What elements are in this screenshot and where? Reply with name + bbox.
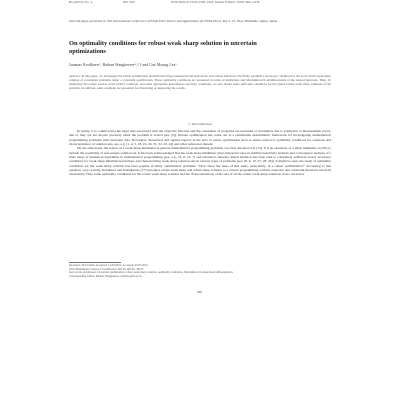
paragraph: On the other-hand, the notion of a weak sharp minimizer in general mathematical programming problems was first introduced in [13]. It is an extension of a sharp minimizer in [25] to include the possibility of non-unique solution set. It has been acknowledged that the weak sharp minimizer plays important roles in stability/sensitivity analysis and convergence analysis of a wide range of numerical algorithms in mathematical programming (see, e.g., [8, 6, 16, 7] and references therein). Much attention has been paid to completely sufficient and/or necessary conditions for weak sharp minimizers/solutions and characterizing weak sharp solution sets in various types of problems (see, [8, 9, 10, 27, 28, 26]). It might be seen, the study of optimality conditions for the weak sharp solution has been popular in many optimization problems. “How about the issue of this study, particularly, in a robust optimization?” According to this question, very recently, Kerdkaew and Wangkeeree [17] introduce robust weak sharp and robust sharp solution to a convex programming with the objective and constraint functions involved uncertainty. They some optimality conditions for the robust weak sharp solution and the characterizations of the sets of all the robust weak sharp solutions were concerned. [69, 146, 331, 177]
footnote-msc: 2010 Mathematics Subject Classification. 90C25, 90C46, 49J53. [69, 266, 144, 271]
paper-abstract: Abstract. In this paper, we investigate the robust optimization problem involving nonsmooth and nonconvex real-valued functions. We firstly establish a necessary condition for the local robust weak sharp solution of considered problems under a constraint qualification. These optimality conditions are presented in terms of multipliers and Mordukhovich subdifferentials of the related functions. Then, by employing the robust version of the (KKT) condition, and some appropriate generalized convexity conditions, we also obtain some sufficient conditions for the global robust weak sharp solutions of the problem. In addition, some examples are presented for illustrating or supporting the results. [69, 74, 331, 90]
paper-title: On optimality conditions for robust weak sharp solution in uncertain optimizations [69, 40, 257, 55]
paragraph: In reality, it is common that the input data associated with the objective function and the constraints of programs are uncertain or incomplete due to prediction or measurement errors, that is, they are not known precisely when the problem is solved (see [5]). Robust optimization has come out as a remarkable deterministic framework for investigating mathematical programming problems with uncertain data. Nowadays, theoretical and applied aspects in the area of robust optimization such as issues related to optimality conditions for solutions and characterization of solution sets, see, e.g. [1, 4, 5, 18, 19, 24, 31, 32, 23, 24] and other references therein. [69, 129, 331, 147]
page-number: 661 [197, 290, 203, 294]
introduction-body [69, 129, 331, 177]
journal-issn: Print Edition: ISSN 2336-1416; Online Edition: ISSN 2461-1456 [171, 0, 260, 4]
section-heading-introduction: 1. Introduction [188, 122, 212, 126]
footnote-keywords: Key words and phrases. Uncertain optimization, robust weak sharp solution, optimality conditions, Mordukhovich generalized differentiation. [69, 270, 234, 275]
journal-pages: 661–652 [123, 0, 135, 4]
footnote-corresponding-author: Corresponding author: Rabian Wangkeeree; rabianw@nu.ac.th [69, 273, 142, 278]
journal-volume-info: Ba (2023), No. 3, [69, 0, 93, 4]
footnotes [69, 264, 331, 278]
conference-note: Selected paper presented at 13th International Conference of Fixed Point Theory and Applications (ICFPTA 2022), July 9–13, 2022, Hokkaido, Japan, Japan [69, 19, 278, 23]
journal-header [69, 0, 369, 10]
paper-authors: Jutamas Kerdkaew¹, Rabian Wangkeeree¹,²,† and Gue Myung Lee³ [69, 63, 177, 67]
footnote-received: Received: 29.01.2022. Accepted: 15.09.2022. Accepted: 09.03.2022. [69, 263, 149, 267]
